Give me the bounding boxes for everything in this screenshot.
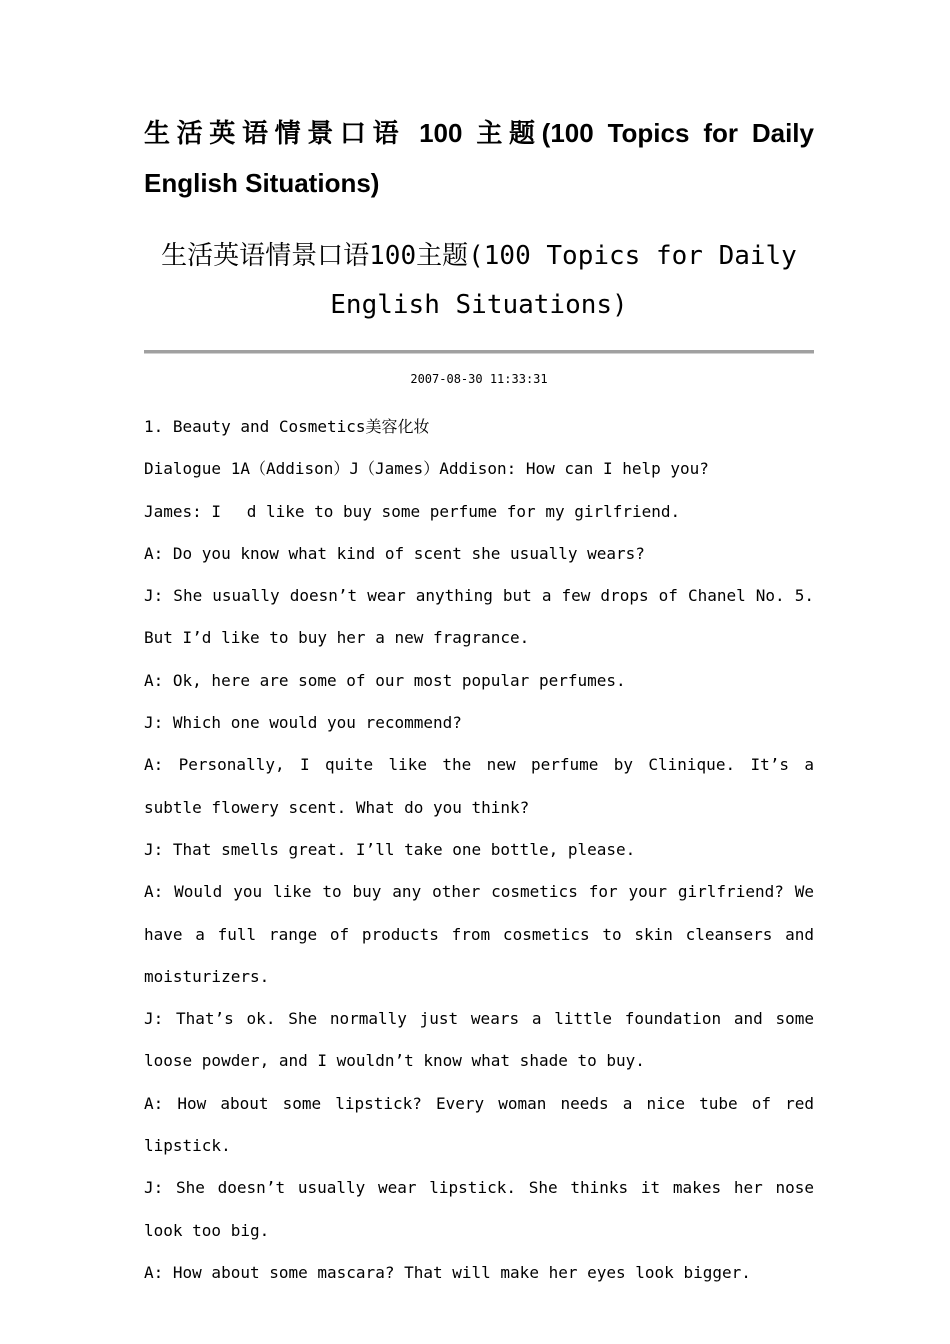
article-title: 生活英语情景口语100主题(100 Topics for Daily English Situations) [161,241,797,320]
dialogue-line: J: Which one would you recommend? [144,713,462,733]
dialogue-line: A: Do you know what kind of scent she usually wears? [144,543,645,563]
document-title: 生活英语情景口语 100 主题(100 Topics for Daily English Situations) [144,118,814,198]
dialogue-line: Dialogue 1A（Addison）J（James）Addison: How can I help you? [144,459,709,479]
dialogue-line: James: I d like to buy some perfume for my girlfriend. [144,501,681,521]
dialogue-line: A: Personally, I quite like the new perfume by Clinique. It’s a subtle flowery scent. What do you think? [144,755,814,817]
dialogue-line: J: She usually doesn’t wear anything but a few drops of Chanel No. 5. But I’d like to buy her a new fragrance. [144,586,814,648]
dialogue-line: A: How about some mascara? That will make her eyes look bigger. [144,1262,751,1282]
publish-timestamp: 2007-08-30 11:33:31 [410,372,548,386]
article-body [144,406,814,1294]
title-divider [144,350,814,354]
dialogue-line: A: How about some lipstick? Every woman needs a nice tube of red lipstick. [144,1093,814,1156]
dialogue-line: J: That smells great. I’ll take one bottle, please. [144,839,636,859]
dialogue-line: J: That’s ok. She normally just wears a little foundation and some loose powder, and I wouldn’t know what shade to buy. [144,1009,814,1071]
dialogue-line: J: She doesn’t usually wear lipstick. She thinks it makes her nose look too big. [144,1178,814,1240]
dialogue-line: A: Ok, here are some of our most popular perfumes. [144,670,626,690]
dialogue-line: A: Would you like to buy any other cosmetics for your girlfriend? We have a full range of products from cosmetics to skin cleansers and moisturizers. [144,882,814,986]
section-heading: 1. Beauty and Cosmetics美容化妆 [144,417,430,436]
